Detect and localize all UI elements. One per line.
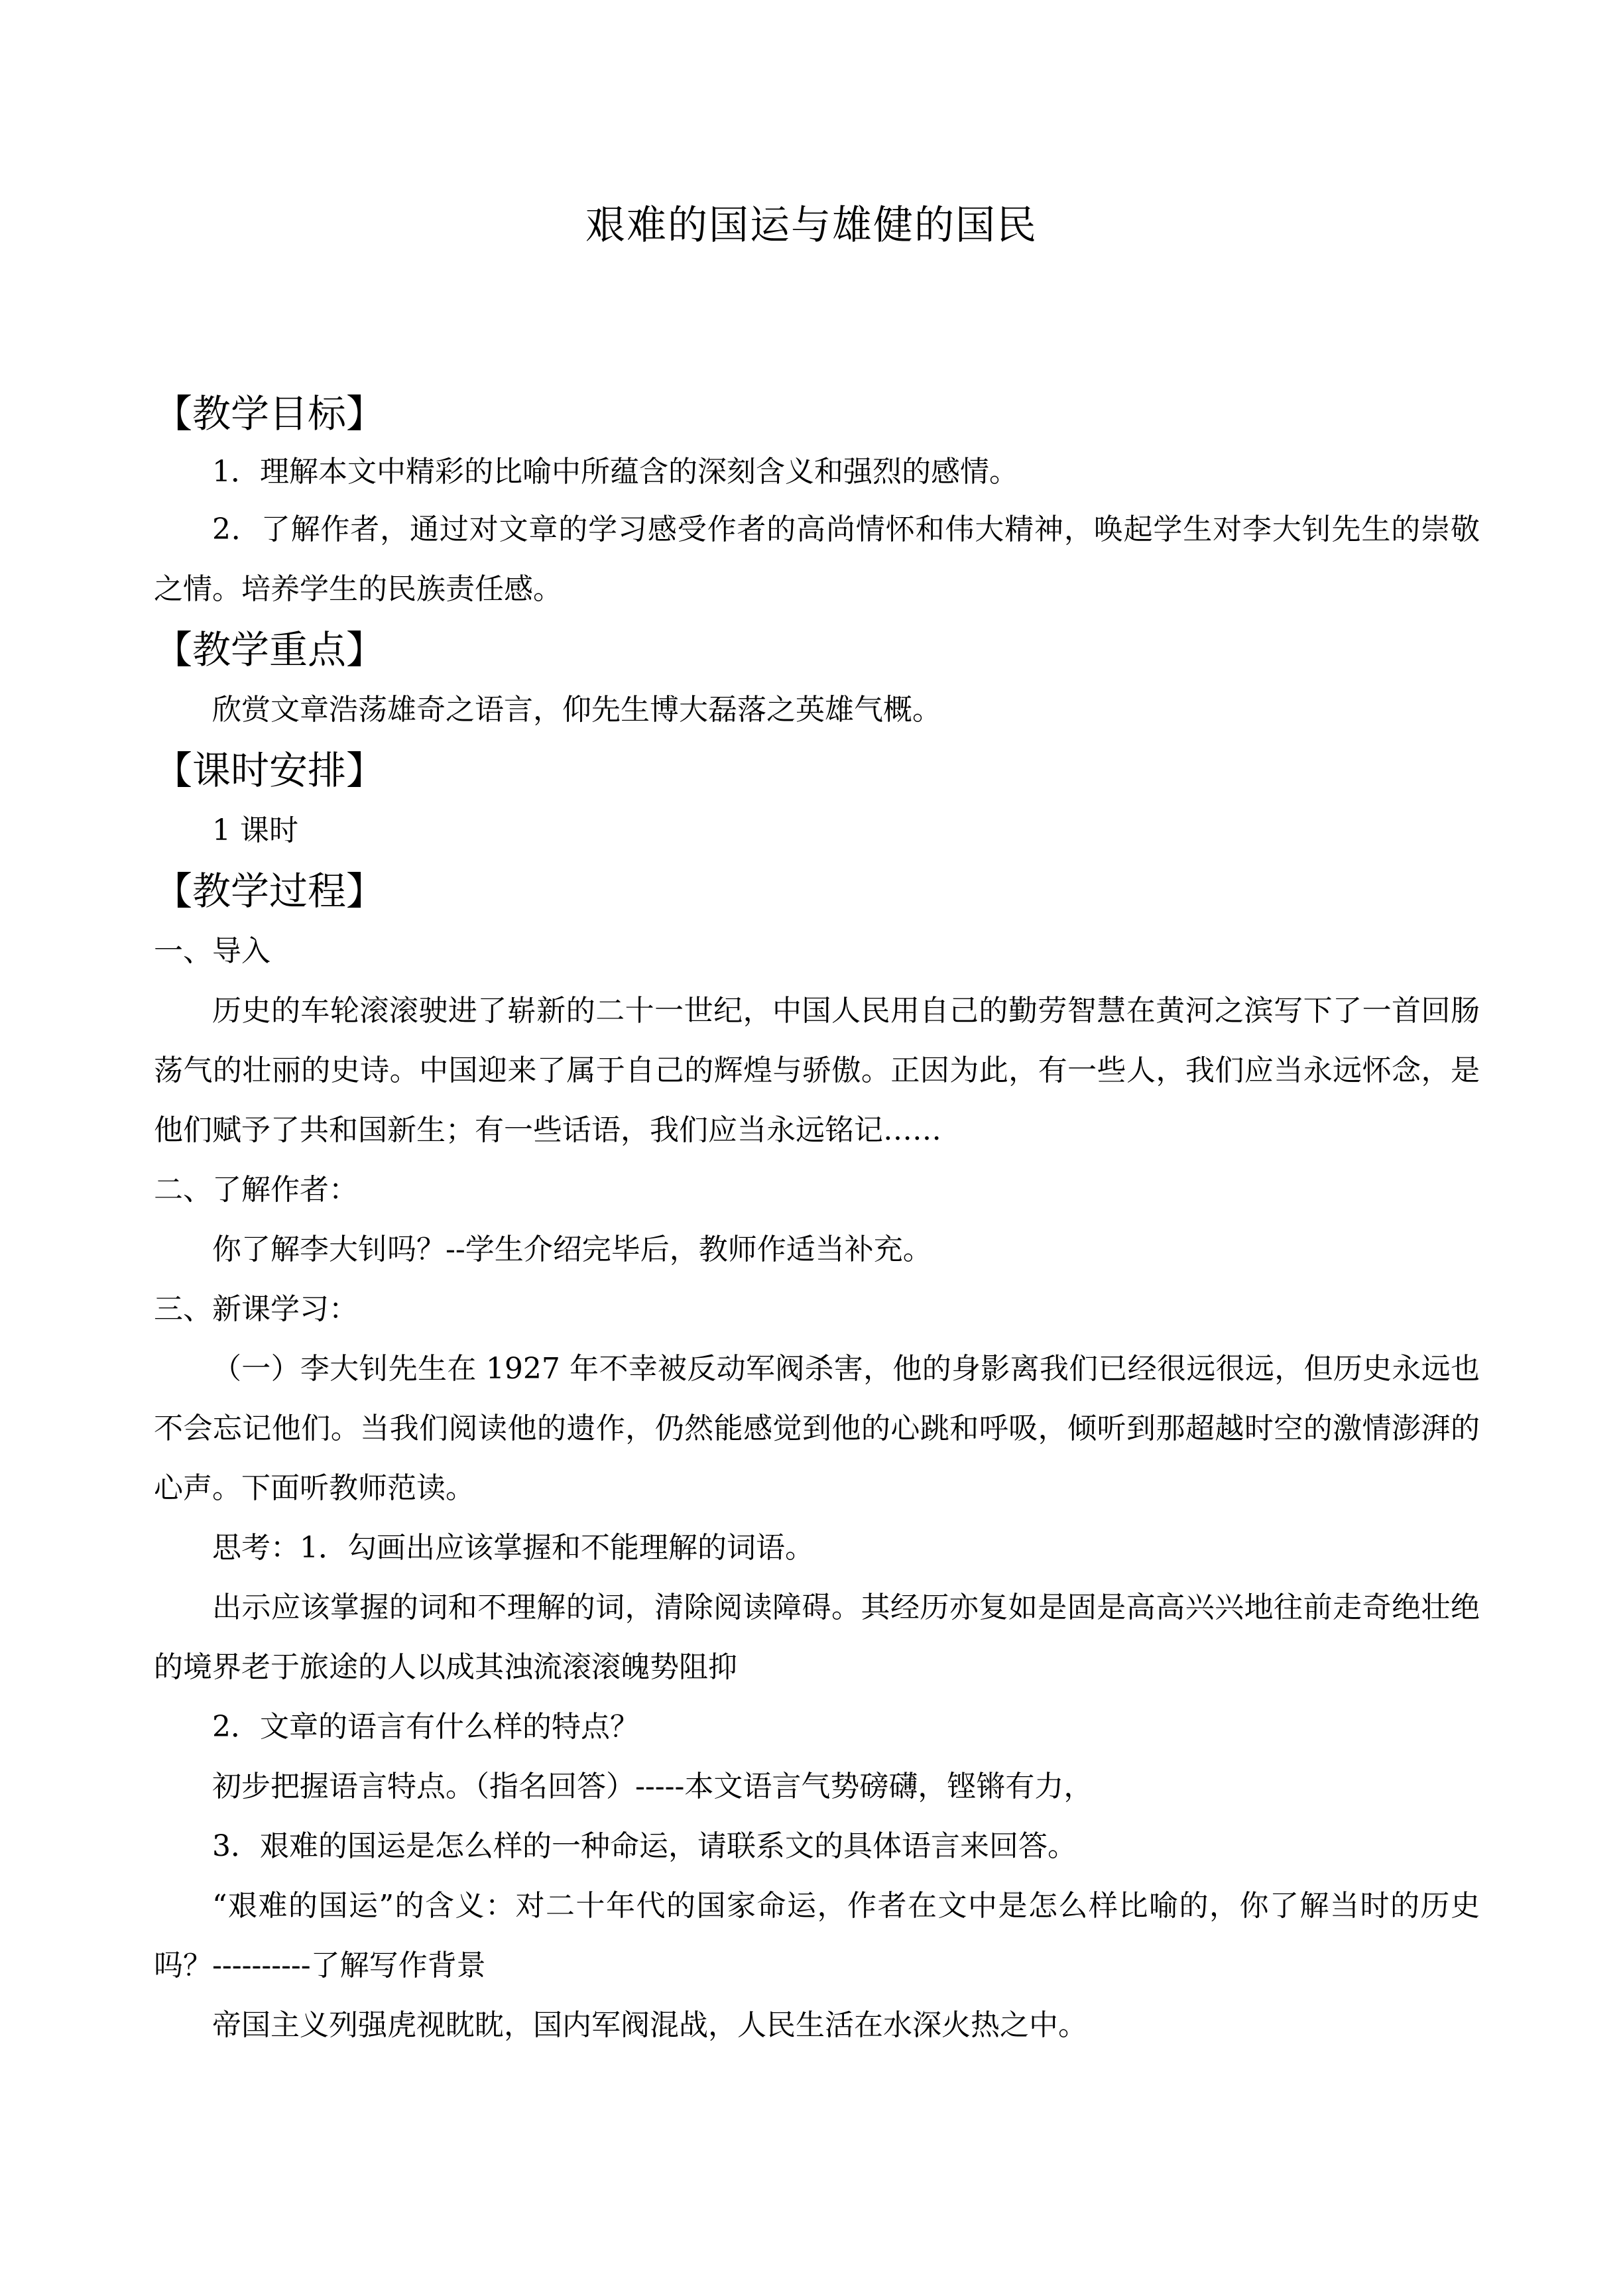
subheading-introduction: 一、导入	[154, 934, 270, 968]
heading-schedule: 【课时安排】	[154, 748, 385, 793]
question-1: 思考：1．勾画出应该掌握和不能理解的词语。	[212, 1531, 814, 1565]
subheading-about-author: 二、了解作者：	[154, 1173, 358, 1207]
key-points-text: 欣赏文章浩荡雄奇之语言，仰先生博大磊落之英雄气概。	[212, 693, 941, 727]
subheading-new-lesson: 三、新课学习：	[154, 1292, 358, 1326]
about-author-text: 你了解李大钊吗？--学生介绍完毕后，教师作适当补充。	[212, 1233, 932, 1266]
new-lesson-paragraph-1: （一）李大钊先生在 1927 年不幸被反动军阀杀害，他的身影离我们已经很远很远，但历史永远也不会忘记他们。当我们阅读他的遗作，仍然能感觉到他的心跳和呼吸，倾听到那超越时空的激情澎湃的心声。下面听教师范读。	[154, 1352, 1480, 1505]
document-body	[154, 383, 1480, 2055]
new-lesson-paragraph-2: 出示应该掌握的词和不理解的词，清除阅读障碍。其经历亦复如是固是高高兴兴地往前走奇绝壮绝的境界老于旅途的人以成其浊流滚滚魄势阻抑	[154, 1591, 1480, 1684]
objective-item-2: 2．了解作者，通过对文章的学习感受作者的高尚情怀和伟大精神，唤起学生对李大钊先生的崇敬之情。培养学生的民族责任感。	[154, 513, 1480, 606]
question-3: 3．艰难的国运是怎么样的一种命运，请联系文的具体语言来回答。	[212, 1829, 1077, 1863]
new-lesson-paragraph-5: 帝国主义列强虎视眈眈，国内军阀混战，人民生活在水深火热之中。	[212, 2008, 1087, 2042]
introduction-text: 历史的车轮滚滚驶进了崭新的二十一世纪，中国人民用自己的勤劳智慧在黄河之滨写下了一首回肠荡气的壮丽的史诗。中国迎来了属于自己的辉煌与骄傲。正因为此，有一些人，我们应当永远怀念，是他们赋予了共和国新生；有一些话语，我们应当永远铭记……	[154, 994, 1480, 1147]
schedule-text: 1 课时	[212, 814, 298, 847]
new-lesson-paragraph-3: 初步把握语言特点。（指名回答）-----本文语言气势磅礴，铿锵有力，	[212, 1770, 1093, 1803]
heading-teaching-process: 【教学过程】	[154, 869, 385, 914]
objective-item-1: 1．理解本文中精彩的比喻中所蕴含的深刻含义和强烈的感情。	[212, 455, 1018, 489]
question-2: 2．文章的语言有什么样的特点？	[212, 1710, 639, 1744]
heading-key-points: 【教学重点】	[154, 627, 385, 672]
heading-teaching-objectives: 【教学目标】	[154, 391, 385, 436]
document-title: 艰难的国运与雄健的国民	[585, 202, 1038, 249]
new-lesson-paragraph-4: “艰难的国运”的含义：对二十年代的国家命运，作者在文中是怎么样比喻的，你了解当时的历史吗？----------了解写作背景	[154, 1889, 1480, 1982]
